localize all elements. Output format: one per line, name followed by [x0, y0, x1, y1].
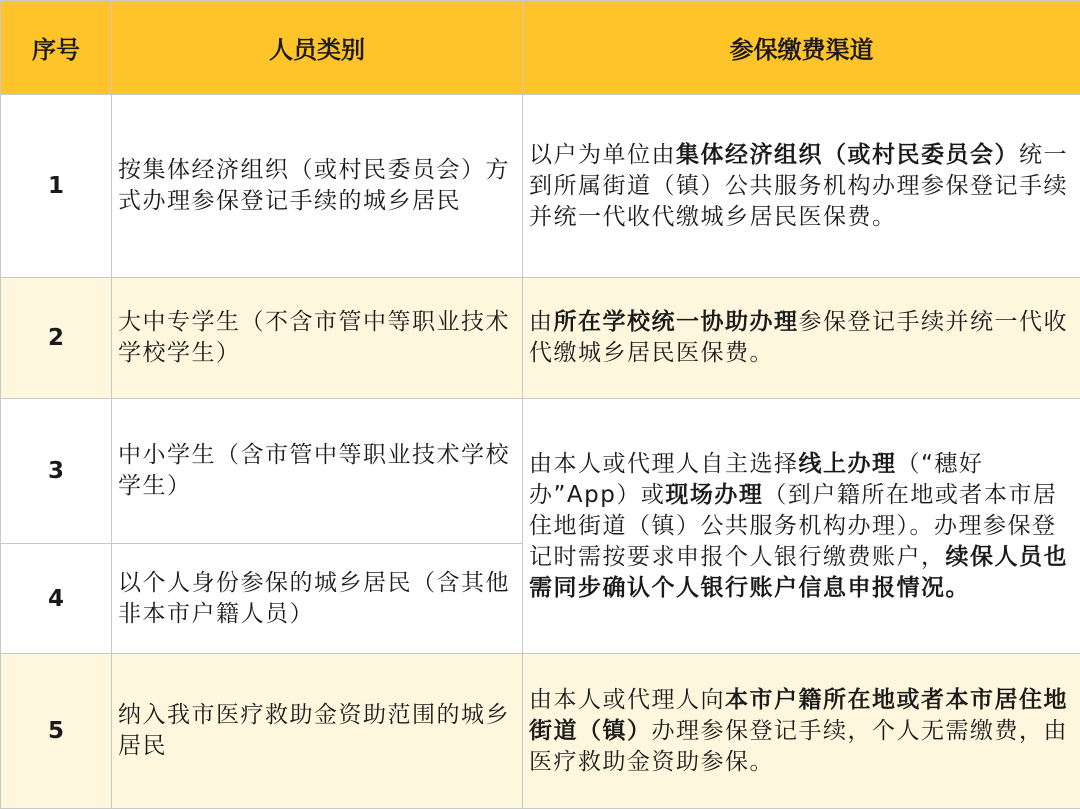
channel-text: 参保登记手续并统一代收代缴城乡居民医保费。	[529, 309, 1068, 366]
payment-channel-cell	[523, 278, 1080, 399]
row-number: 5	[1, 654, 112, 809]
channel-text: （到户籍所在地或者本市居住地街道（镇）公共服务机构办理）。办理参保登记时需按要求申报个人银行缴费账户，	[529, 482, 1057, 570]
channel-text: 办理参保登记手续，个人无需缴费，由医疗救助金资助参保。	[529, 718, 1068, 775]
row-number: 1	[1, 95, 112, 278]
personnel-category-cell: 纳入我市医疗救助金资助范围的城乡居民	[112, 654, 523, 809]
channel-text: 以户为单位由	[529, 142, 676, 168]
channel-emphasis: 所在学校统一协助办理	[554, 309, 799, 335]
row-number: 3	[1, 399, 112, 544]
payment-channel-cell-merged	[523, 399, 1080, 654]
table-row	[1, 95, 1080, 278]
personnel-category-cell: 以个人身份参保的城乡居民（含其他非本市户籍人员）	[112, 544, 523, 654]
header-payment-channel: 参保缴费渠道	[523, 1, 1080, 95]
channel-text: 由本人或代理人自主选择	[529, 451, 799, 477]
personnel-category-cell: 中小学生（含市管中等职业技术学校学生）	[112, 399, 523, 544]
personnel-category-cell: 按集体经济组织（或村民委员会）方式办理参保登记手续的城乡居民	[112, 95, 523, 278]
channel-text: 由	[529, 309, 554, 335]
channel-emphasis: 现场办理	[665, 482, 763, 508]
header-personnel-category: 人员类别	[112, 1, 523, 95]
payment-channel-cell	[523, 654, 1080, 809]
channel-text: 由本人或代理人向	[529, 687, 725, 713]
header-serial-number: 序号	[1, 1, 112, 95]
table-row	[1, 278, 1080, 399]
table-row	[1, 654, 1080, 809]
row-number: 4	[1, 544, 112, 654]
channel-emphasis: 集体经济组织（或村民委员会）	[676, 142, 1019, 168]
row-number: 2	[1, 278, 112, 399]
channel-text: 统一到所属街道（镇）公共服务机构办理参保登记手续并统一代收代缴城乡居民医保费。	[529, 142, 1068, 230]
channel-emphasis: 线上办理	[799, 451, 897, 477]
channel-text: （“穗好办”App）或	[529, 451, 983, 508]
table-row	[1, 399, 1080, 544]
channel-emphasis: 本市户籍所在地或者本市居住地街道（镇）	[529, 687, 1068, 744]
payment-channel-cell	[523, 95, 1080, 278]
personnel-category-cell: 大中专学生（不含市管中等职业技术学校学生）	[112, 278, 523, 399]
header-row	[1, 1, 1080, 95]
channel-emphasis: 续保人员也需同步确认个人银行账户信息申报情况。	[529, 544, 1068, 601]
